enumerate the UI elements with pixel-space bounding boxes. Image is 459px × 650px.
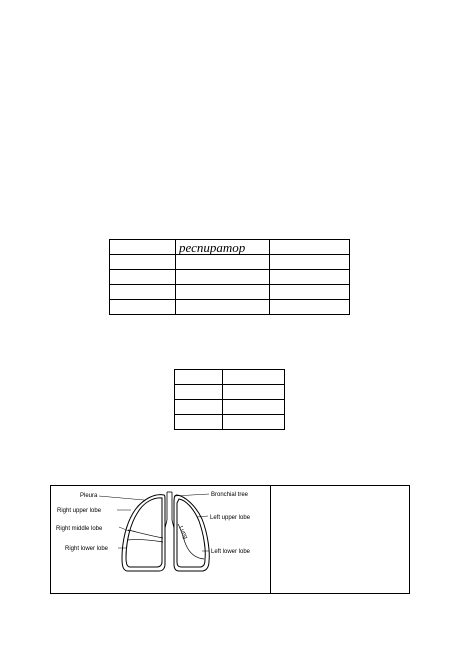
table-2 — [174, 369, 285, 430]
label-right-upper-lobe: Right upper lobe — [57, 508, 102, 514]
label-pleura: Pleura — [80, 493, 98, 499]
table-cell — [270, 240, 350, 255]
handwritten-cell: респиратор — [176, 240, 270, 255]
table-cell — [175, 385, 223, 400]
left-lung — [174, 495, 209, 571]
table-cell — [270, 285, 350, 300]
diagram-cell — [51, 486, 271, 594]
table-row — [110, 285, 350, 300]
table-cell — [176, 300, 270, 315]
table-cell — [270, 300, 350, 315]
table-cell — [223, 415, 285, 430]
table-cell — [110, 270, 176, 285]
table-row — [110, 270, 350, 285]
table-row — [110, 240, 350, 255]
table-row — [110, 255, 350, 270]
table-row — [110, 300, 350, 315]
table-cell — [176, 285, 270, 300]
table-cell — [223, 385, 285, 400]
table-row — [51, 486, 410, 594]
table-cell — [110, 285, 176, 300]
leader-lines — [99, 494, 209, 551]
table-cell — [176, 255, 270, 270]
table-3 — [50, 485, 410, 594]
table-row — [175, 400, 285, 415]
table-cell — [223, 370, 285, 385]
table-1 — [109, 239, 350, 315]
right-lung — [122, 495, 165, 571]
table-row — [175, 370, 285, 385]
label-bronchial-tree: Bronchial tree — [211, 492, 249, 498]
label-left-lower-lobe: Left lower lobe — [211, 549, 251, 555]
table-cell — [175, 370, 223, 385]
table-cell — [175, 415, 223, 430]
table-row — [175, 415, 285, 430]
label-left-upper-lobe: Left upper lobe — [210, 515, 251, 521]
table-cell — [175, 400, 223, 415]
table-cell — [270, 270, 350, 285]
label-right-lower-lobe: Right lower lobe — [65, 546, 109, 552]
table-cell — [110, 240, 176, 255]
table-row — [175, 385, 285, 400]
blank-cell — [271, 486, 410, 594]
table-cell — [110, 255, 176, 270]
lung-diagram — [51, 486, 270, 588]
table-cell — [176, 270, 270, 285]
table-cell — [223, 400, 285, 415]
bronchial-tree — [165, 492, 174, 528]
table-cell — [110, 300, 176, 315]
label-right-middle-lobe: Right middle lobe — [56, 526, 103, 532]
table-cell — [270, 255, 350, 270]
label-lung: Lung — [177, 525, 189, 540]
